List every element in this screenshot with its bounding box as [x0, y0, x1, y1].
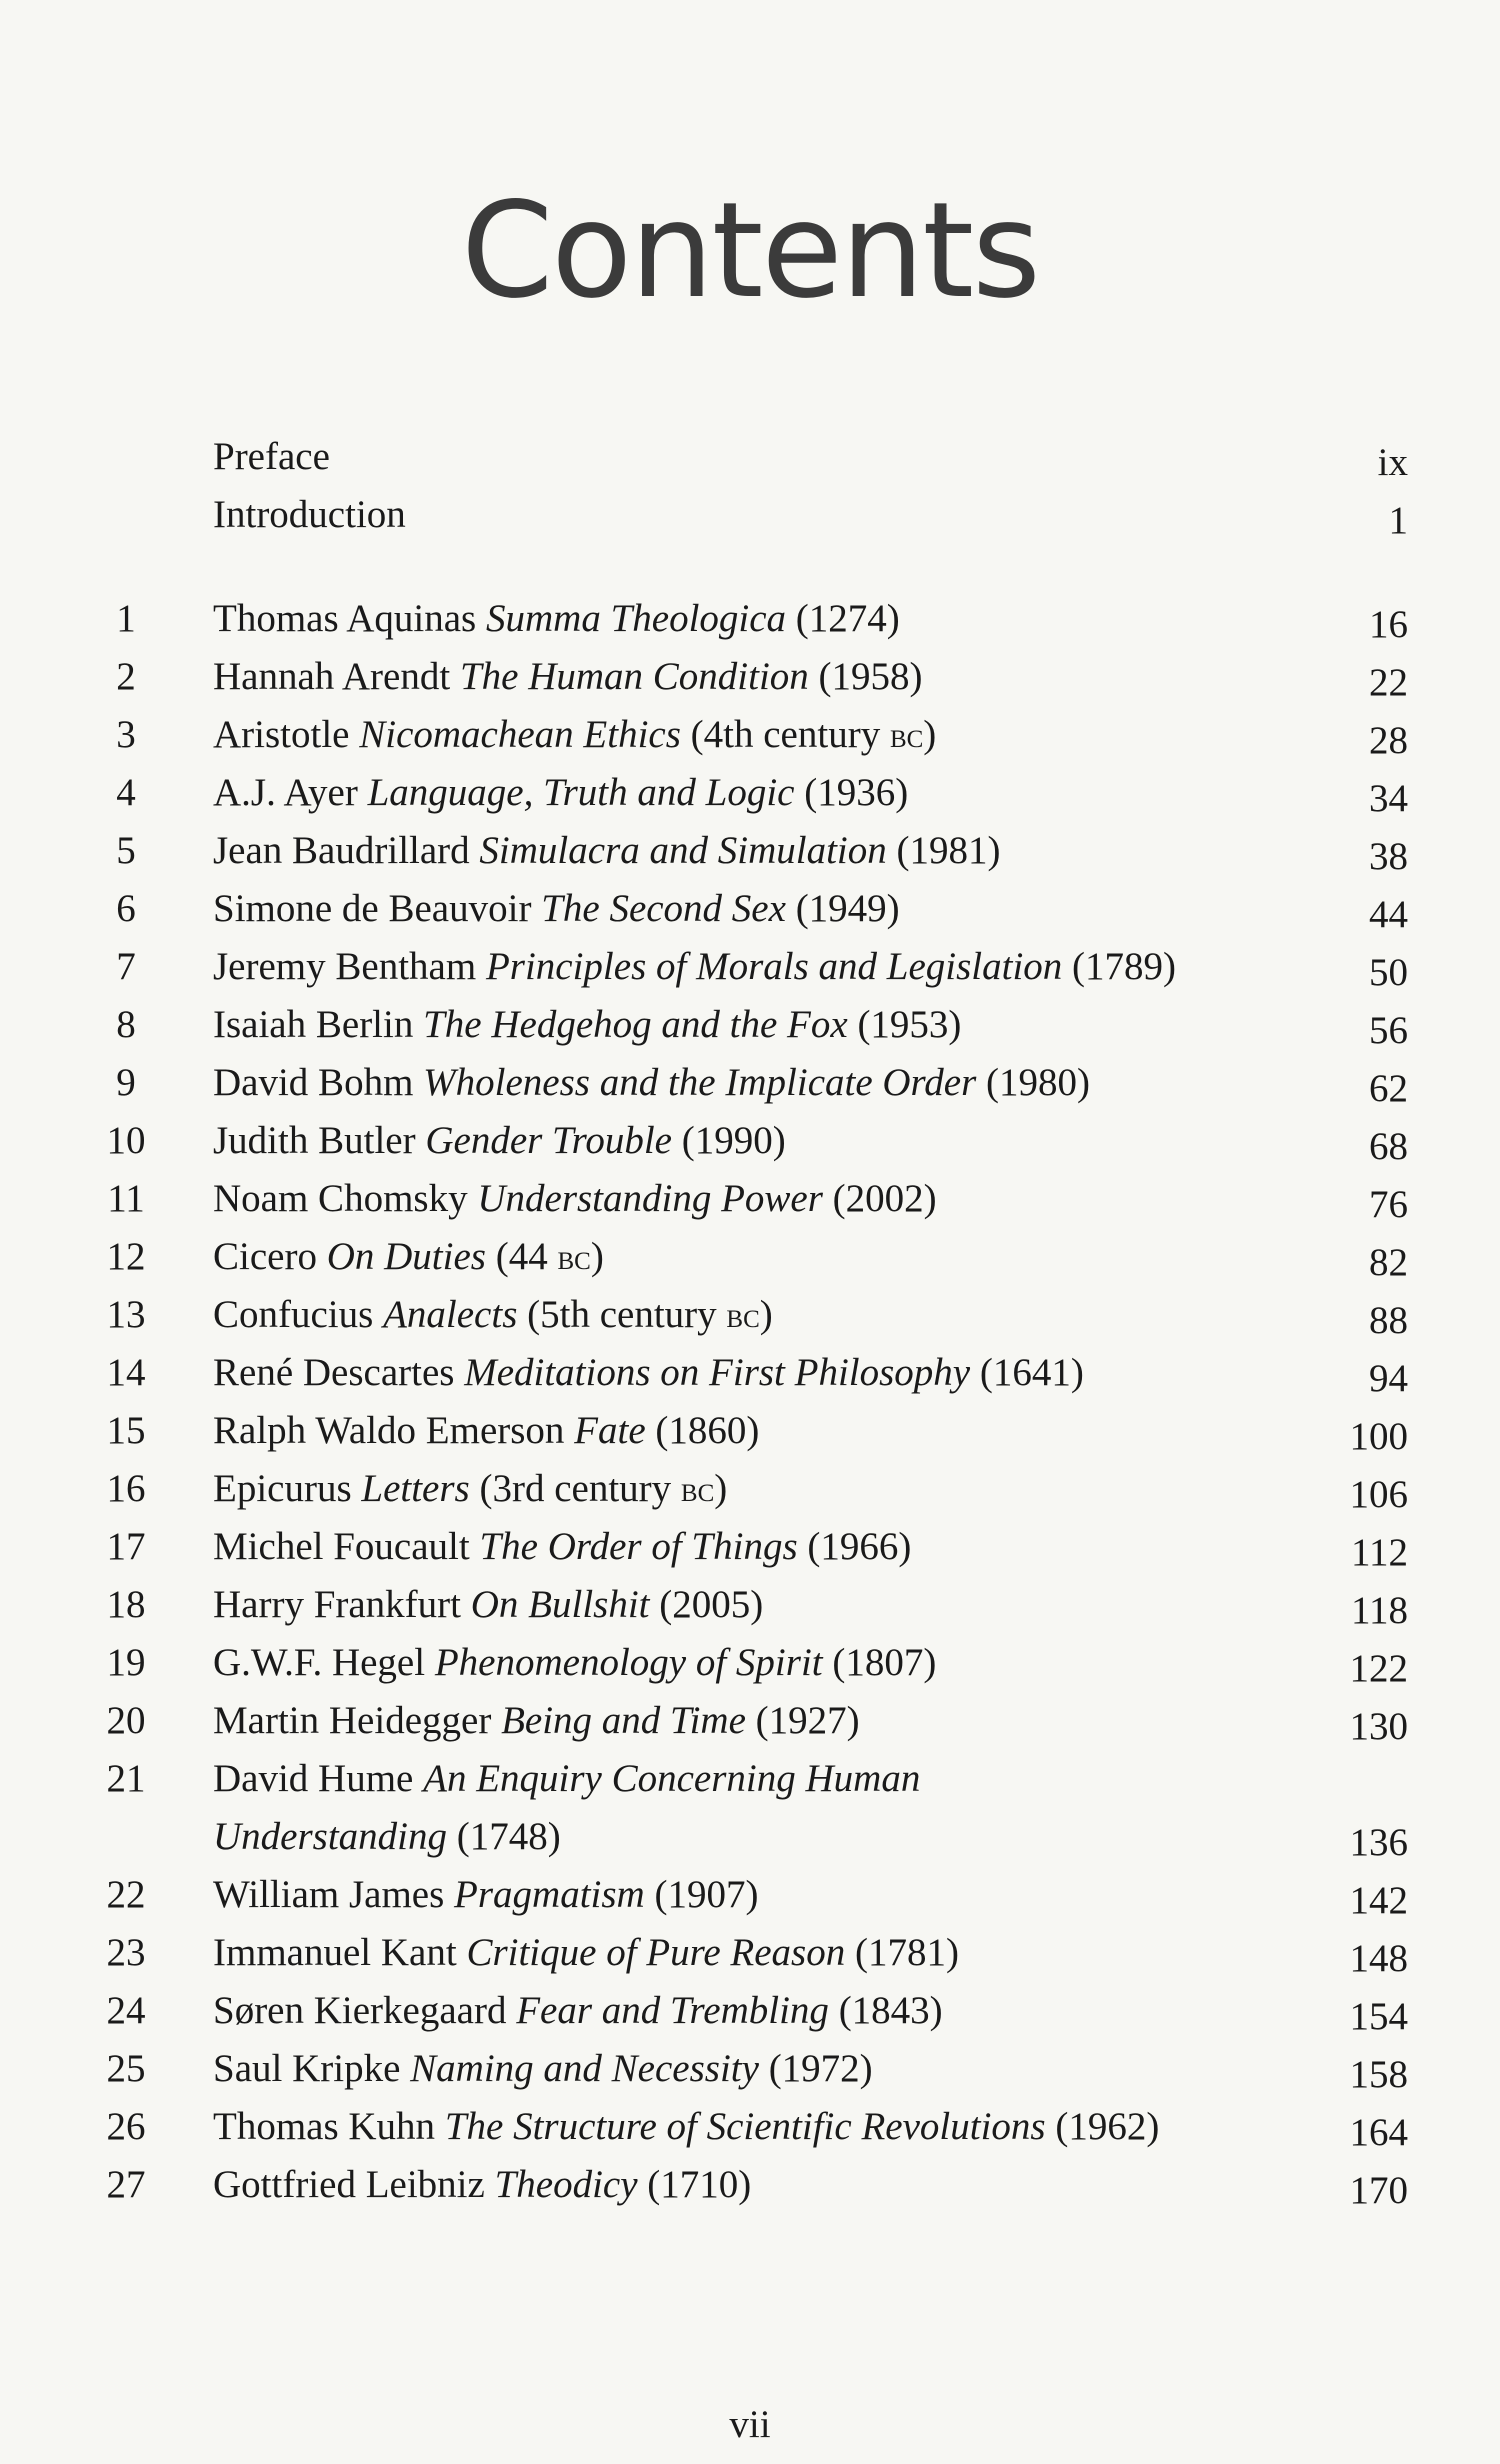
work-date-close: )	[923, 713, 937, 756]
work-title: Simulacra and Simulation	[479, 829, 887, 872]
work-title: Fear and Trembling	[516, 1989, 829, 2032]
toc-entry[interactable]	[0, 1750, 1500, 1866]
entry-page: 38	[1369, 835, 1408, 878]
author-name: William James	[213, 1873, 445, 1916]
work-date: (1710)	[647, 2163, 752, 2206]
entry-title	[213, 2098, 1159, 2156]
chapter-number: 6	[116, 887, 136, 930]
entry-page: 50	[1369, 951, 1408, 994]
toc-entry[interactable]	[0, 1924, 1500, 1982]
toc-entry[interactable]	[0, 590, 1500, 648]
entry-label: Preface	[213, 435, 330, 478]
toc-entry[interactable]	[0, 2040, 1500, 2098]
chapter-number: 3	[116, 713, 136, 756]
work-date: (1927)	[755, 1699, 860, 1742]
author-name: Confucius	[213, 1293, 374, 1336]
chapter-number: 2	[116, 655, 136, 698]
work-date: (44	[495, 1235, 548, 1278]
toc-entry[interactable]	[0, 1982, 1500, 2040]
work-title: Being and Time	[501, 1699, 746, 1742]
entry-title	[213, 1344, 1084, 1402]
entry-page: 22	[1369, 661, 1408, 704]
chapter-number: 10	[106, 1119, 146, 1162]
chapter-number: 12	[106, 1235, 146, 1278]
entry-page: 158	[1349, 2053, 1408, 2096]
work-date: (1936)	[804, 771, 909, 814]
entry-page: 148	[1349, 1937, 1408, 1980]
entry-title	[213, 764, 908, 822]
entry-title	[213, 1924, 959, 1982]
work-date-close: )	[590, 1235, 604, 1278]
work-title: Theodicy	[494, 2163, 638, 2206]
work-title: The Hedgehog and the Fox	[423, 1003, 848, 1046]
author-name: A.J. Ayer	[213, 771, 358, 814]
chapter-number: 26	[106, 2105, 146, 2148]
work-title: Naming and Necessity	[410, 2047, 759, 2090]
work-title: Nicomachean Ethics	[359, 713, 681, 756]
work-date: (2002)	[832, 1177, 937, 1220]
chapter-number: 19	[106, 1641, 146, 1684]
toc-entry[interactable]	[0, 648, 1500, 706]
author-name: Thomas Kuhn	[213, 2105, 436, 2148]
era-label: bc	[726, 1296, 760, 1335]
toc-entry[interactable]	[0, 938, 1500, 996]
chapter-number: 17	[106, 1525, 146, 1568]
work-title: Phenomenology of Spirit	[434, 1641, 823, 1684]
chapter-number: 24	[106, 1989, 146, 2032]
toc-entry[interactable]	[0, 1402, 1500, 1460]
work-date: (1781)	[854, 1931, 959, 1974]
entry-page: 28	[1369, 719, 1408, 762]
author-name: Jeremy Bentham	[213, 945, 477, 988]
author-name: Isaiah Berlin	[213, 1003, 414, 1046]
entry-page: 62	[1369, 1067, 1408, 1110]
entry-page: 94	[1369, 1357, 1408, 1400]
entry-title	[213, 1750, 920, 1866]
work-date: (1860)	[655, 1409, 760, 1452]
entry-title	[213, 880, 900, 938]
author-name: G.W.F. Hegel	[213, 1641, 426, 1684]
toc-entry[interactable]	[0, 996, 1500, 1054]
work-date: (2005)	[659, 1583, 764, 1626]
work-title: The Order of Things	[479, 1525, 798, 1568]
entry-label: Introduction	[213, 493, 406, 536]
work-date: (5th century	[527, 1293, 717, 1336]
toc-entry[interactable]	[0, 2098, 1500, 2156]
toc-entry[interactable]	[0, 2156, 1500, 2214]
entry-page: 16	[1369, 603, 1408, 646]
era-label: bc	[889, 716, 924, 755]
toc-entry[interactable]	[0, 1518, 1500, 1576]
work-title: On Bullshit	[470, 1583, 650, 1626]
work-date: (1274)	[795, 597, 900, 640]
chapter-number: 16	[106, 1467, 146, 1510]
work-title: Fate	[574, 1409, 646, 1452]
chapter-number: 7	[116, 945, 136, 988]
toc-entry[interactable]	[0, 1170, 1500, 1228]
work-title: Gender Trouble	[425, 1119, 672, 1162]
work-date: (1962)	[1055, 2105, 1160, 2148]
entry-title	[213, 1460, 727, 1519]
work-title: The Structure of Scientific Revolutions	[444, 2105, 1046, 2148]
entry-page: 68	[1369, 1125, 1408, 1168]
entry-title	[213, 1170, 937, 1228]
work-title: Pragmatism	[454, 1873, 645, 1916]
chapter-number: 15	[106, 1409, 146, 1452]
author-name: Søren Kierkegaard	[213, 1989, 507, 2032]
chapter-number: 23	[106, 1931, 146, 1974]
entry-title	[213, 822, 1001, 880]
entry-page: 88	[1369, 1299, 1408, 1342]
toc-entry[interactable]	[0, 1054, 1500, 1112]
entry-page: 44	[1369, 893, 1408, 936]
toc-entry-preface[interactable]	[0, 428, 1500, 486]
entry-page: ix	[1377, 441, 1408, 484]
entry-page: 56	[1369, 1009, 1408, 1052]
work-title: Meditations on First Philosophy	[464, 1351, 971, 1394]
work-date: (1907)	[654, 1873, 759, 1916]
entry-page: 142	[1349, 1879, 1408, 1922]
work-date: (1953)	[857, 1003, 962, 1046]
author-name: René Descartes	[213, 1351, 455, 1394]
author-name: Judith Butler	[213, 1119, 416, 1162]
entry-title	[213, 1518, 911, 1576]
entry-page: 130	[1349, 1705, 1408, 1748]
entry-title	[213, 1866, 758, 1924]
toc-entry[interactable]	[0, 1228, 1500, 1286]
toc-entry[interactable]	[0, 822, 1500, 880]
entry-title	[213, 938, 1176, 996]
entry-page: 76	[1369, 1183, 1408, 1226]
toc-entry[interactable]	[0, 1576, 1500, 1634]
chapter-number: 11	[107, 1177, 145, 1220]
work-title: Summa Theologica	[485, 597, 787, 640]
entry-page: 170	[1349, 2169, 1408, 2212]
toc-entry[interactable]	[0, 1634, 1500, 1692]
entry-title	[213, 1692, 860, 1750]
author-name: David Hume	[213, 1757, 414, 1800]
work-date: (1966)	[807, 1525, 912, 1568]
chapter-number: 5	[116, 829, 136, 872]
chapter-number: 13	[106, 1293, 146, 1336]
author-name: Martin Heidegger	[213, 1699, 492, 1742]
toc-entry[interactable]	[0, 1866, 1500, 1924]
toc-entry-introduction[interactable]	[0, 486, 1500, 544]
entry-page: 1	[1388, 499, 1408, 542]
author-name: Gottfried Leibniz	[213, 2163, 485, 2206]
entry-title	[213, 1054, 1090, 1112]
toc-entry[interactable]	[0, 1460, 1500, 1518]
work-title: Wholeness and the Implicate Order	[423, 1061, 977, 1104]
author-name: Simone de Beauvoir	[213, 887, 532, 930]
work-title: On Duties	[326, 1235, 486, 1278]
work-date: (1980)	[986, 1061, 1091, 1104]
work-title: Understanding Power	[477, 1177, 823, 1220]
work-date: (1949)	[795, 887, 900, 930]
work-date: (1641)	[979, 1351, 1084, 1394]
author-name: Cicero	[213, 1235, 317, 1278]
entry-page: 34	[1369, 777, 1408, 820]
toc-entry[interactable]	[0, 764, 1500, 822]
work-date-close: )	[714, 1467, 728, 1510]
entry-title	[213, 1228, 604, 1287]
chapter-number: 14	[106, 1351, 146, 1394]
toc-entry[interactable]	[0, 1692, 1500, 1750]
work-date: (4th century	[690, 713, 881, 756]
chapter-number: 21	[106, 1757, 146, 1800]
chapter-number: 27	[106, 2163, 146, 2206]
toc-entry[interactable]	[0, 706, 1500, 764]
work-title-continued: Understanding	[213, 1815, 447, 1858]
toc-entry[interactable]	[0, 880, 1500, 938]
era-label: bc	[680, 1470, 715, 1509]
page-title: Contents	[461, 174, 1039, 328]
entry-page: 82	[1369, 1241, 1408, 1284]
entry-title	[213, 1286, 773, 1345]
entry-title	[213, 2156, 751, 2214]
toc-entry[interactable]	[0, 1286, 1500, 1344]
chapter-number: 8	[116, 1003, 136, 1046]
work-date-close: )	[759, 1293, 773, 1336]
work-title: Principles of Morals and Legislation	[485, 945, 1063, 988]
work-date: (3rd century	[479, 1467, 672, 1510]
author-name: Michel Foucault	[213, 1525, 470, 1568]
page-number: vii	[729, 2403, 771, 2446]
entry-title	[213, 996, 961, 1054]
chapter-number: 25	[106, 2047, 146, 2090]
entry-page: 154	[1349, 1995, 1408, 2038]
entry-title	[213, 590, 900, 648]
entry-page: 112	[1350, 1531, 1408, 1574]
author-name: Harry Frankfurt	[213, 1583, 461, 1626]
work-title: An Enquiry Concerning Human	[423, 1757, 921, 1800]
work-title: The Second Sex	[541, 887, 786, 930]
author-name: Aristotle	[213, 713, 350, 756]
work-title: Critique of Pure Reason	[466, 1931, 846, 1974]
work-date: (1958)	[818, 655, 923, 698]
entry-title	[213, 1576, 763, 1634]
chapter-number: 22	[106, 1873, 146, 1916]
author-name: Immanuel Kant	[213, 1931, 457, 1974]
work-title: Analects	[383, 1293, 518, 1336]
author-name: Jean Baudrillard	[213, 829, 470, 872]
work-title: Language, Truth and Logic	[367, 771, 795, 814]
work-date: (1990)	[681, 1119, 786, 1162]
toc-entry[interactable]	[0, 1112, 1500, 1170]
author-name: David Bohm	[213, 1061, 414, 1104]
work-date: (1843)	[838, 1989, 943, 2032]
entry-page: 100	[1349, 1415, 1408, 1458]
work-date: (1789)	[1072, 945, 1177, 988]
entry-title	[213, 706, 936, 765]
work-date: (1981)	[896, 829, 1001, 872]
author-name: Saul Kripke	[213, 2047, 401, 2090]
entry-page: 106	[1349, 1473, 1408, 1516]
entry-title	[213, 1634, 936, 1692]
work-title: The Human Condition	[459, 655, 809, 698]
chapter-number: 9	[116, 1061, 136, 1104]
author-name: Hannah Arendt	[213, 655, 451, 698]
entry-page: 122	[1349, 1647, 1408, 1690]
work-date: (1748)	[456, 1815, 561, 1858]
work-date: (1807)	[832, 1641, 937, 1684]
author-name: Epicurus	[213, 1467, 352, 1510]
toc-entry[interactable]	[0, 1344, 1500, 1402]
entry-title	[213, 648, 923, 706]
chapter-number: 20	[106, 1699, 146, 1742]
author-name: Noam Chomsky	[213, 1177, 468, 1220]
work-title: Letters	[361, 1467, 470, 1510]
author-name: Thomas Aquinas	[213, 597, 477, 640]
entry-page: 118	[1350, 1589, 1408, 1632]
chapter-number: 18	[106, 1583, 146, 1626]
chapter-list	[0, 590, 1500, 2214]
entry-title	[213, 1112, 786, 1170]
work-date: (1972)	[768, 2047, 873, 2090]
entry-title	[213, 1982, 943, 2040]
entry-title	[213, 1402, 759, 1460]
front-matter-list	[0, 428, 1500, 544]
entry-title	[213, 2040, 873, 2098]
author-name: Ralph Waldo Emerson	[213, 1409, 565, 1452]
era-label: bc	[557, 1238, 591, 1277]
chapter-number: 4	[116, 771, 136, 814]
chapter-number: 1	[116, 597, 136, 640]
entry-page: 164	[1349, 2111, 1408, 2154]
entry-page: 136	[1349, 1821, 1408, 1864]
